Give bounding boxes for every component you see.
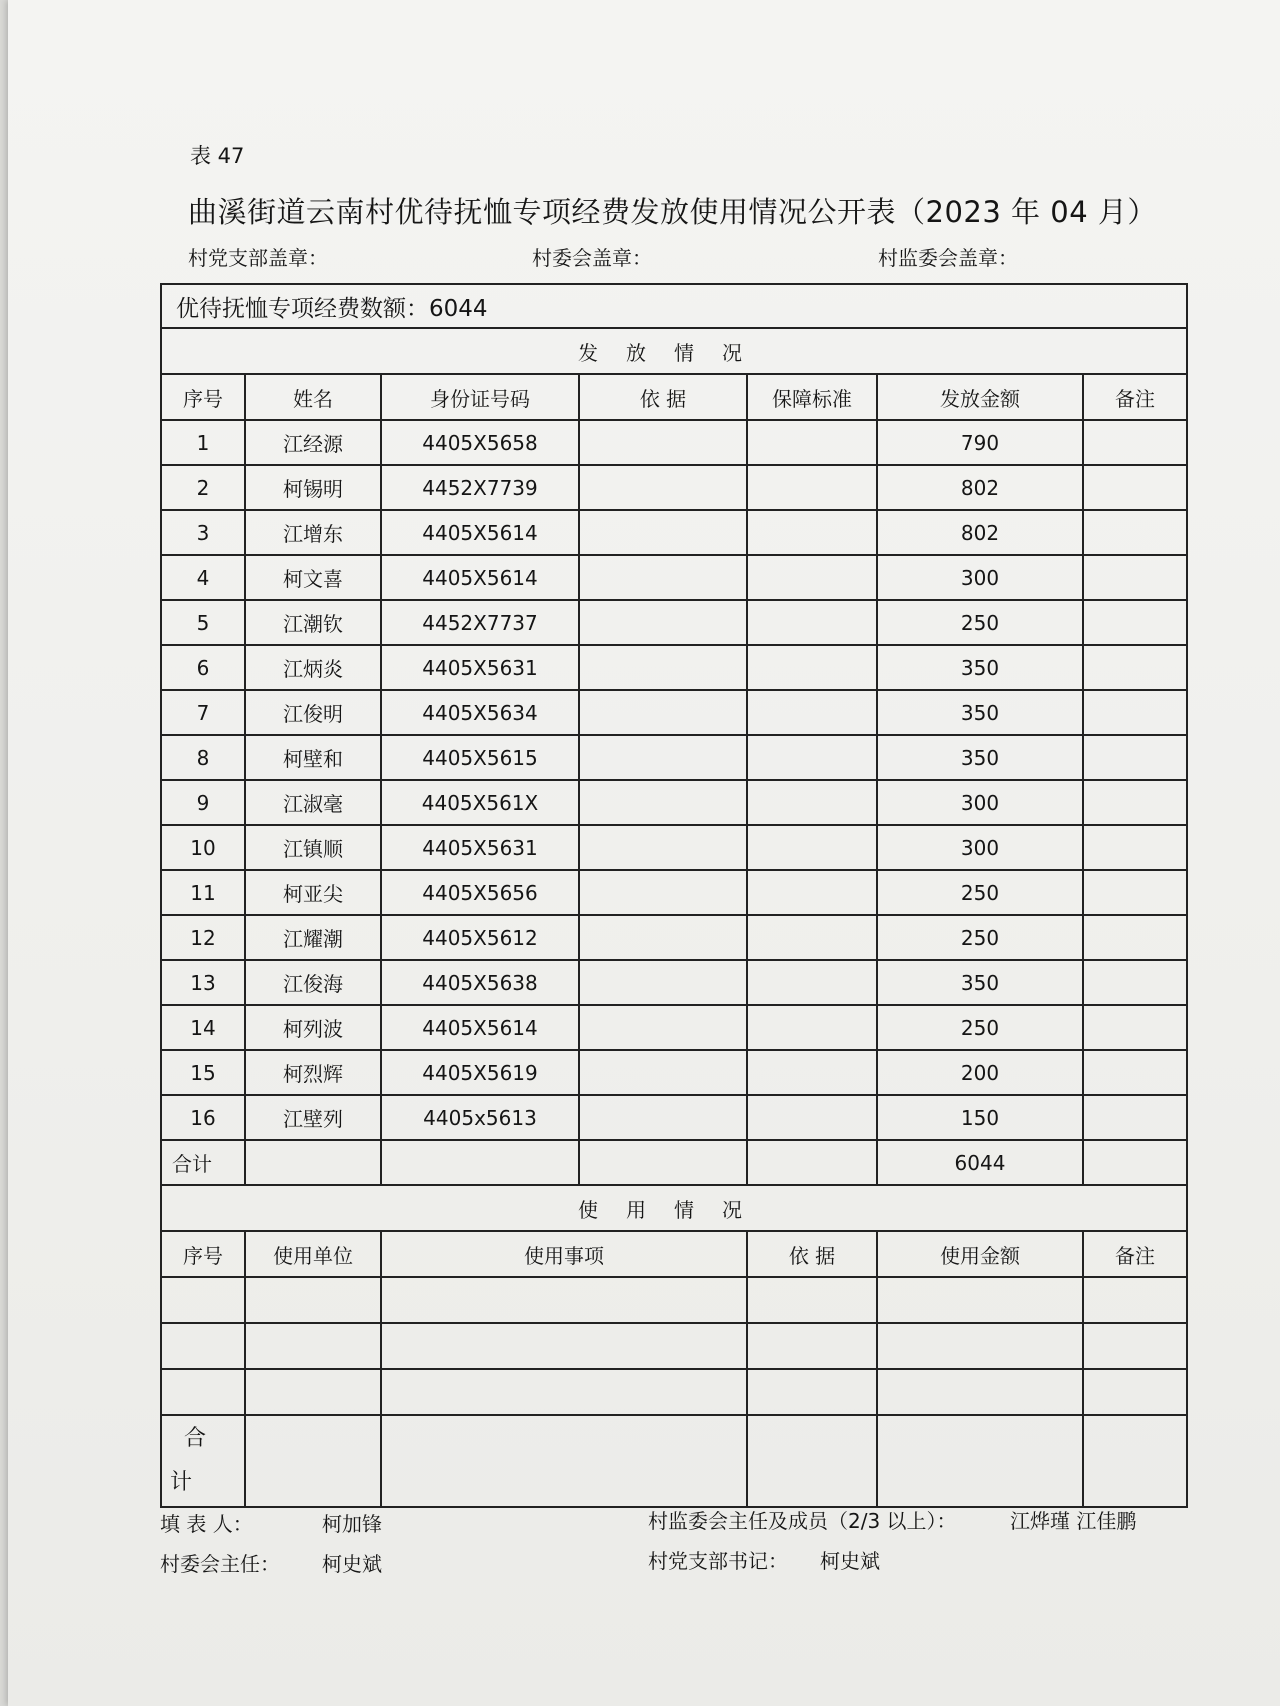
column-header: 使用事项: [381, 1231, 747, 1277]
usage-unit-cell: [245, 1277, 381, 1323]
row-number: 7: [161, 690, 245, 735]
person-name: 江俊明: [245, 690, 381, 735]
column-header: 姓名: [245, 374, 381, 420]
total-label: 合计: [161, 1140, 245, 1185]
person-name: 江耀潮: [245, 915, 381, 960]
note-cell: [1083, 780, 1187, 825]
basis-cell: [579, 825, 747, 870]
table-cell: [579, 1140, 747, 1185]
amount-cell: 300: [877, 825, 1083, 870]
table-cell: [381, 1140, 579, 1185]
amount-cell: 350: [877, 735, 1083, 780]
person-name: 柯壁和: [245, 735, 381, 780]
row-number: 5: [161, 600, 245, 645]
standard-cell: [747, 1050, 877, 1095]
table-row: [161, 1095, 1187, 1140]
column-header: 使用单位: [245, 1231, 381, 1277]
id-number: 4405X5615: [381, 735, 579, 780]
person-name: 江淑毫: [245, 780, 381, 825]
party-branch-seal-label: 村党支部盖章：: [188, 246, 328, 270]
standard-cell: [747, 825, 877, 870]
table-row: [161, 960, 1187, 1005]
usage-note-cell: [1083, 1323, 1187, 1369]
id-number: 4452X7737: [381, 600, 579, 645]
usage-item-cell: [381, 1369, 747, 1415]
table-cell: [747, 1415, 877, 1507]
usage-basis-cell: [747, 1323, 877, 1369]
id-number: 4405x5613: [381, 1095, 579, 1140]
table-cell: [1083, 1140, 1187, 1185]
usage-unit-cell: [245, 1323, 381, 1369]
standard-cell: [747, 600, 877, 645]
amount-cell: 250: [877, 915, 1083, 960]
standard-cell: [747, 1095, 877, 1140]
basis-cell: [579, 690, 747, 735]
usage-total-row: [161, 1415, 1187, 1507]
note-cell: [1083, 825, 1187, 870]
note-cell: [1083, 645, 1187, 690]
column-header: 备注: [1083, 374, 1187, 420]
fund-total-row: [161, 284, 1187, 328]
person-name: 柯亚尖: [245, 870, 381, 915]
row-number: 11: [161, 870, 245, 915]
amount-cell: 250: [877, 600, 1083, 645]
usage-note-cell: [1083, 1369, 1187, 1415]
amount-cell: 150: [877, 1095, 1083, 1140]
usage-total-label: [161, 1415, 245, 1507]
fund-total-text: 优待抚恤专项经费数额：6044: [161, 284, 1187, 328]
basis-cell: [579, 915, 747, 960]
id-number: 4452X7739: [381, 465, 579, 510]
usage-amount-cell: [877, 1369, 1083, 1415]
column-header: 依 据: [747, 1231, 877, 1277]
standard-cell: [747, 1005, 877, 1050]
id-number: 4405X5631: [381, 645, 579, 690]
row-number: 14: [161, 1005, 245, 1050]
table-row: [161, 1005, 1187, 1050]
id-number: 4405X5631: [381, 825, 579, 870]
column-header: 依 据: [579, 374, 747, 420]
table-cell: [747, 1140, 877, 1185]
basis-cell: [579, 780, 747, 825]
basis-cell: [579, 735, 747, 780]
note-cell: [1083, 555, 1187, 600]
supervisory-names: 江烨瑾 江佳鹏: [1010, 1509, 1137, 1533]
usage-basis-cell: [747, 1277, 877, 1323]
row-number: 10: [161, 825, 245, 870]
basis-cell: [579, 600, 747, 645]
table-row: [161, 1050, 1187, 1095]
id-number: 4405X5614: [381, 555, 579, 600]
filler-name: 柯加锋: [322, 1512, 382, 1536]
column-header: 使用金额: [877, 1231, 1083, 1277]
usage-item-cell: [381, 1323, 747, 1369]
table-row: [161, 915, 1187, 960]
note-cell: [1083, 960, 1187, 1005]
row-number: 15: [161, 1050, 245, 1095]
party-secretary-name: 柯史斌: [820, 1549, 880, 1573]
amount-cell: 300: [877, 780, 1083, 825]
table-cell: [1083, 1415, 1187, 1507]
column-header: 序号: [161, 374, 245, 420]
total-amount: 6044: [877, 1140, 1083, 1185]
id-number: 4405X5612: [381, 915, 579, 960]
person-name: 柯列波: [245, 1005, 381, 1050]
disclosure-table: [160, 283, 1188, 1508]
amount-cell: 350: [877, 690, 1083, 735]
basis-cell: [579, 1050, 747, 1095]
amount-cell: 802: [877, 465, 1083, 510]
person-name: 江镇顺: [245, 825, 381, 870]
usage-amount-cell: [877, 1323, 1083, 1369]
table-row: [161, 420, 1187, 465]
usage-total-label-bottom: 计: [170, 1470, 193, 1495]
usage-rows: [161, 1277, 1187, 1415]
table-cell: [381, 1415, 747, 1507]
amount-cell: 790: [877, 420, 1083, 465]
basis-cell: [579, 870, 747, 915]
committee-director-name: 柯史斌: [322, 1552, 382, 1576]
standard-cell: [747, 420, 877, 465]
standard-cell: [747, 510, 877, 555]
basis-cell: [579, 555, 747, 600]
distribution-header-row: [161, 374, 1187, 420]
party-secretary-label: 村党支部书记：: [648, 1549, 788, 1573]
id-number: 4405X5619: [381, 1050, 579, 1095]
standard-cell: [747, 465, 877, 510]
column-header: 保障标准: [747, 374, 877, 420]
distribution-total-row: [161, 1140, 1187, 1185]
person-name: 柯锡明: [245, 465, 381, 510]
table-row: [161, 825, 1187, 870]
row-number: 1: [161, 420, 245, 465]
usage-header-row: [161, 1231, 1187, 1277]
row-number: 12: [161, 915, 245, 960]
id-number: 4405X561X: [381, 780, 579, 825]
note-cell: [1083, 690, 1187, 735]
table-row: [161, 1277, 1187, 1323]
row-number: 3: [161, 510, 245, 555]
row-number: 6: [161, 645, 245, 690]
person-name: 江经源: [245, 420, 381, 465]
standard-cell: [747, 960, 877, 1005]
standard-cell: [747, 870, 877, 915]
id-number: 4405X5656: [381, 870, 579, 915]
amount-cell: 350: [877, 645, 1083, 690]
usage-no-cell: [161, 1277, 245, 1323]
note-cell: [1083, 1095, 1187, 1140]
person-name: 江壁列: [245, 1095, 381, 1140]
table-cell: [877, 1415, 1083, 1507]
row-number: 16: [161, 1095, 245, 1140]
table-row: [161, 870, 1187, 915]
basis-cell: [579, 420, 747, 465]
table-row: [161, 690, 1187, 735]
filler-label: 填 表 人：: [160, 1512, 253, 1536]
usage-total-label-top: 合: [184, 1426, 207, 1451]
note-cell: [1083, 1050, 1187, 1095]
note-cell: [1083, 915, 1187, 960]
standard-cell: [747, 690, 877, 735]
amount-cell: 300: [877, 555, 1083, 600]
table-row: [161, 600, 1187, 645]
note-cell: [1083, 600, 1187, 645]
usage-section-title: 使用情况: [161, 1185, 1187, 1231]
amount-cell: 350: [877, 960, 1083, 1005]
amount-cell: 250: [877, 870, 1083, 915]
person-name: 江炳炎: [245, 645, 381, 690]
usage-item-cell: [381, 1277, 747, 1323]
village-committee-seal-label: 村委会盖章：: [532, 246, 652, 270]
table-row: [161, 1323, 1187, 1369]
table-row: [161, 780, 1187, 825]
table-cell: [245, 1140, 381, 1185]
table-row: [161, 510, 1187, 555]
person-name: 江增东: [245, 510, 381, 555]
note-cell: [1083, 1005, 1187, 1050]
usage-no-cell: [161, 1369, 245, 1415]
basis-cell: [579, 465, 747, 510]
basis-cell: [579, 1005, 747, 1050]
table-cell: [245, 1415, 381, 1507]
id-number: 4405X5658: [381, 420, 579, 465]
basis-cell: [579, 960, 747, 1005]
basis-cell: [579, 645, 747, 690]
standard-cell: [747, 915, 877, 960]
row-number: 9: [161, 780, 245, 825]
page-title: 曲溪街道云南村优待抚恤专项经费发放使用情况公开表（2023 年 04 月）: [188, 195, 1157, 229]
row-number: 4: [161, 555, 245, 600]
amount-cell: 802: [877, 510, 1083, 555]
usage-no-cell: [161, 1323, 245, 1369]
basis-cell: [579, 510, 747, 555]
column-header: 序号: [161, 1231, 245, 1277]
note-cell: [1083, 465, 1187, 510]
row-number: 8: [161, 735, 245, 780]
standard-cell: [747, 735, 877, 780]
usage-basis-cell: [747, 1369, 877, 1415]
note-cell: [1083, 870, 1187, 915]
table-row: [161, 465, 1187, 510]
committee-director-label: 村委会主任：: [160, 1552, 280, 1576]
supervisory-label: 村监委会主任及成员（2/3 以上）：: [648, 1509, 957, 1533]
row-number: 2: [161, 465, 245, 510]
standard-cell: [747, 555, 877, 600]
usage-note-cell: [1083, 1277, 1187, 1323]
note-cell: [1083, 735, 1187, 780]
table-row: [161, 735, 1187, 780]
person-name: 柯文喜: [245, 555, 381, 600]
distribution-section-row: [161, 328, 1187, 374]
paper-sheet: [8, 0, 1280, 1706]
id-number: 4405X5634: [381, 690, 579, 735]
amount-cell: 250: [877, 1005, 1083, 1050]
usage-unit-cell: [245, 1369, 381, 1415]
id-number: 4405X5614: [381, 510, 579, 555]
table-row: [161, 1369, 1187, 1415]
table-number: 表 47: [190, 144, 245, 168]
column-header: 备注: [1083, 1231, 1187, 1277]
row-number: 13: [161, 960, 245, 1005]
distribution-section-title: 发放情况: [161, 328, 1187, 374]
person-name: 江俊海: [245, 960, 381, 1005]
table-row: [161, 645, 1187, 690]
person-name: 柯烈辉: [245, 1050, 381, 1095]
distribution-rows: [161, 420, 1187, 1140]
amount-cell: 200: [877, 1050, 1083, 1095]
person-name: 江潮钦: [245, 600, 381, 645]
standard-cell: [747, 780, 877, 825]
note-cell: [1083, 510, 1187, 555]
column-header: 发放金额: [877, 374, 1083, 420]
standard-cell: [747, 645, 877, 690]
id-number: 4405X5614: [381, 1005, 579, 1050]
note-cell: [1083, 420, 1187, 465]
supervisory-committee-seal-label: 村监委会盖章：: [878, 246, 1018, 270]
table-row: [161, 555, 1187, 600]
id-number: 4405X5638: [381, 960, 579, 1005]
usage-section-row: [161, 1185, 1187, 1231]
usage-amount-cell: [877, 1277, 1083, 1323]
basis-cell: [579, 1095, 747, 1140]
column-header: 身份证号码: [381, 374, 579, 420]
